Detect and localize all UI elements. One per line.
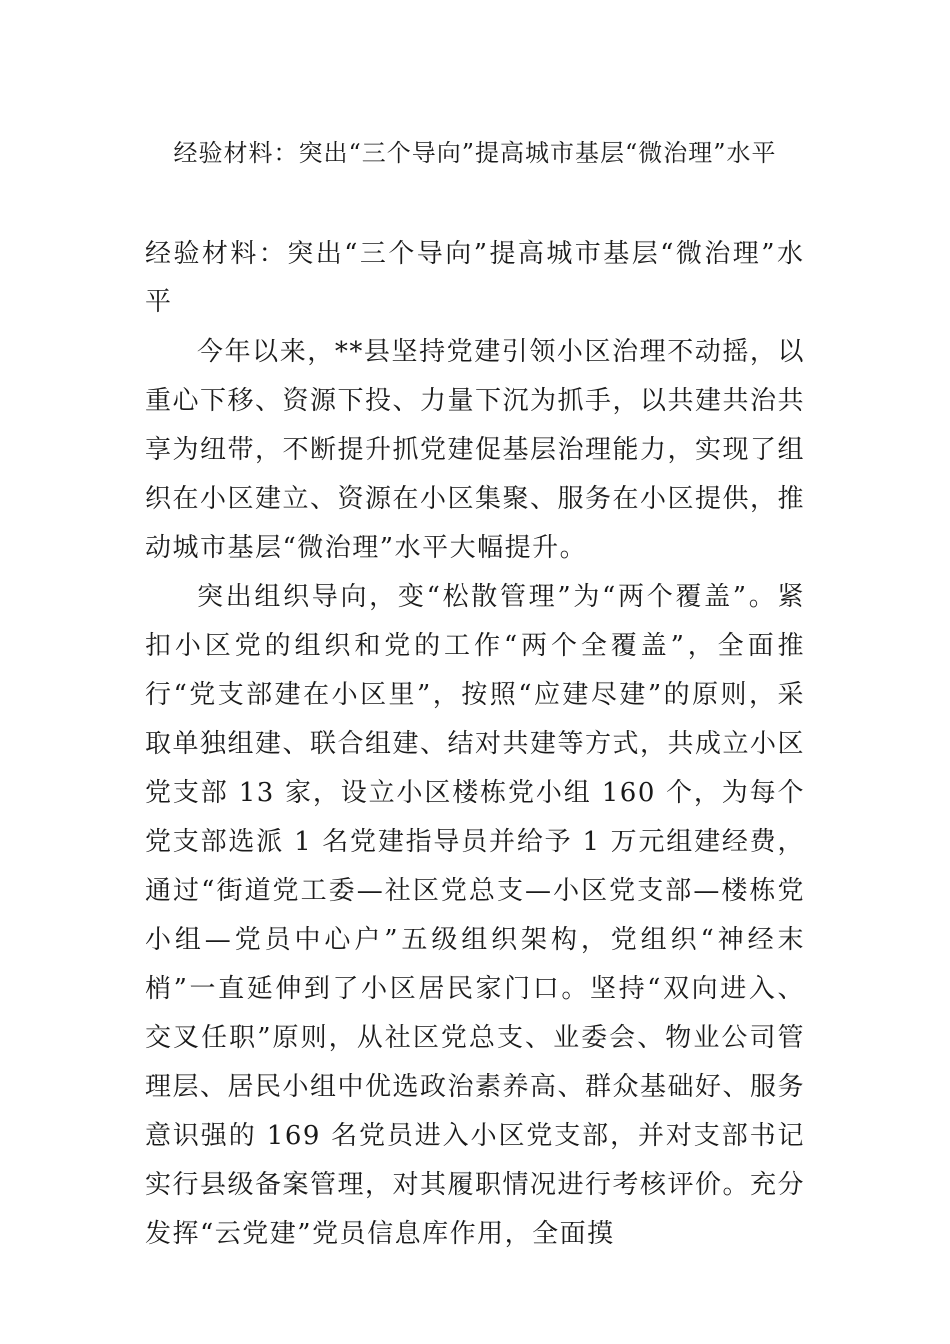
article-body bbox=[145, 328, 805, 1259]
article-heading: 经验材料：突出“三个导向”提高城市基层“微治理”水平 bbox=[145, 239, 805, 317]
document-title: 经验材料：突出“三个导向”提高城市基层“微治理”水平 bbox=[173, 139, 777, 167]
paragraph: 今年以来，**县坚持党建引领小区治理不动摇，以重心下移、资源下投、力量下沉为抓手，以共建共治共享为纽带，不断提升抓党建促基层治理能力，实现了组织在小区建立、资源在小区集聚、服务在小区提供，推动城市基层“微治理”水平大幅提升。 bbox=[145, 337, 806, 563]
paragraph: 突出组织导向，变“松散管理”为“两个覆盖”。紧扣小区党的组织和党的工作“两个全覆盖”，全面推行“党支部建在小区里”，按照“应建尽建”的原则，采取单独组建、联合组建、结对共建等方式，共成立小区党支部 13 家，设立小区楼栋党小组 160 个，为每个党支部选派 1 名党建指导员并给予 1 万元组建经费，通过“街道党工委—社区党总支—小区党支部—楼栋党小组—党员中心户”五级组织架构，党组织“神经末梢”一直延伸到了小区居民家门口。坚持“双向进入、交叉任职”原则，从社区党总支、业委会、物业公司管理层、居民小组中优选政治素养高、群众基础好、服务意识强的 169 名党员进入小区党支部，并对支部书记实行县级备案管理，对其履职情况进行考核评价。充分发挥“云党建”党员信息库作用，全面摸 bbox=[145, 582, 806, 1249]
